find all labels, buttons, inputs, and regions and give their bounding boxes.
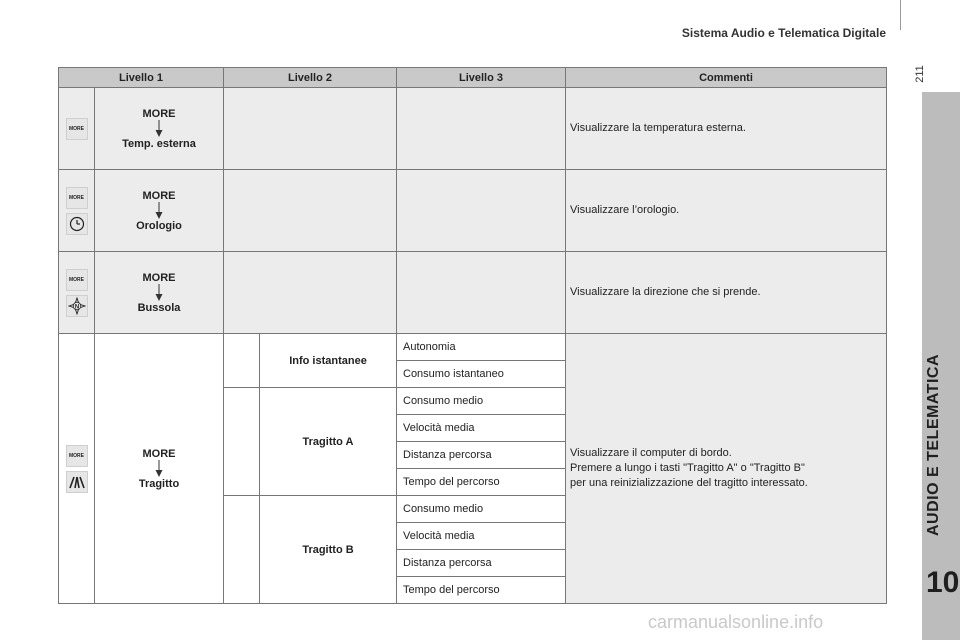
more-button-icon: MORE <box>66 269 88 291</box>
compass-icon <box>66 295 88 317</box>
level1-bottom-label: Bussola <box>137 301 181 314</box>
arrow-down-icon <box>154 120 164 138</box>
level3-option: Autonomia <box>397 334 566 361</box>
column-header-comments: Commenti <box>566 68 887 88</box>
level3-option: Distanza percorsa <box>397 550 566 577</box>
icon-cell <box>59 88 95 170</box>
table-row <box>59 334 887 361</box>
top-rule <box>900 0 901 30</box>
table-header-row <box>59 68 887 88</box>
comment-cell: Visualizzare la direzione che si prende. <box>566 252 887 334</box>
level3-option: Consumo medio <box>397 496 566 523</box>
level1-cell <box>95 170 224 252</box>
level1-top-label: MORE <box>142 189 176 202</box>
page-number: 211 <box>914 65 926 83</box>
clock-icon <box>66 213 88 235</box>
svg-text:N: N <box>74 303 79 310</box>
comment-line: Visualizzare il computer di bordo. <box>570 447 732 459</box>
level1-bottom-label: Tragitto <box>138 477 180 490</box>
column-header-level1: Livello 1 <box>59 68 224 88</box>
level1-cell <box>95 252 224 334</box>
level3-cell <box>397 252 566 334</box>
level3-option: Velocità media <box>397 523 566 550</box>
table-row <box>59 170 887 252</box>
level2-cell <box>224 252 397 334</box>
column-header-level3: Livello 3 <box>397 68 566 88</box>
comment-line: Premere a lungo i tasti "Tragitto A" o "Tragitto B" <box>570 462 805 474</box>
watermark: carmanualsonline.info <box>648 612 824 632</box>
table-row <box>59 88 887 170</box>
arrow-down-icon <box>154 284 164 302</box>
icon-cell <box>59 170 95 252</box>
level3-option: Velocità media <box>397 415 566 442</box>
spacer-cell <box>224 496 260 604</box>
level2-group-label: Tragitto B <box>260 496 397 604</box>
level1-bottom-label: Temp. esterna <box>122 137 196 150</box>
level1-bottom-label: Orologio <box>136 219 182 232</box>
arrow-down-icon <box>154 202 164 220</box>
spacer-cell <box>224 334 260 388</box>
level1-cell <box>95 334 224 604</box>
comment-cell: Visualizzare l’orologio. <box>566 170 887 252</box>
more-button-icon: MORE <box>66 445 88 467</box>
level1-top-label: MORE <box>142 447 176 460</box>
level1-top-label: MORE <box>142 107 176 120</box>
trip-icon <box>66 471 88 493</box>
icon-cell <box>59 334 95 604</box>
level1-top-label: MORE <box>142 271 176 284</box>
chapter-label: AUDIO E TELEMATICA <box>925 353 942 537</box>
level3-option: Distanza percorsa <box>397 442 566 469</box>
level3-option: Consumo istantaneo <box>397 361 566 388</box>
level1-cell <box>95 88 224 170</box>
icon-cell <box>59 252 95 334</box>
level3-cell <box>397 170 566 252</box>
level3-option: Consumo medio <box>397 388 566 415</box>
level2-group-label: Info istantanee <box>260 334 397 388</box>
comment-cell <box>566 334 887 604</box>
level3-option: Tempo del percorso <box>397 469 566 496</box>
page-header-title: Sistema Audio e Telematica Digitale <box>681 26 886 40</box>
level3-option: Tempo del percorso <box>397 577 566 604</box>
table-row <box>59 252 887 334</box>
level2-cell <box>224 170 397 252</box>
level2-cell <box>224 88 397 170</box>
menu-table <box>58 67 887 604</box>
more-button-icon: MORE <box>66 187 88 209</box>
comment-line: per una reinizializzazione del tragitto interessato. <box>570 477 808 489</box>
chapter-number: 10 <box>926 566 960 599</box>
arrow-down-icon <box>154 460 164 478</box>
spacer-cell <box>224 388 260 496</box>
level2-group-label: Tragitto A <box>260 388 397 496</box>
column-header-level2: Livello 2 <box>224 68 397 88</box>
level3-cell <box>397 88 566 170</box>
more-button-icon: MORE <box>66 118 88 140</box>
comment-cell: Visualizzare la temperatura esterna. <box>566 88 887 170</box>
